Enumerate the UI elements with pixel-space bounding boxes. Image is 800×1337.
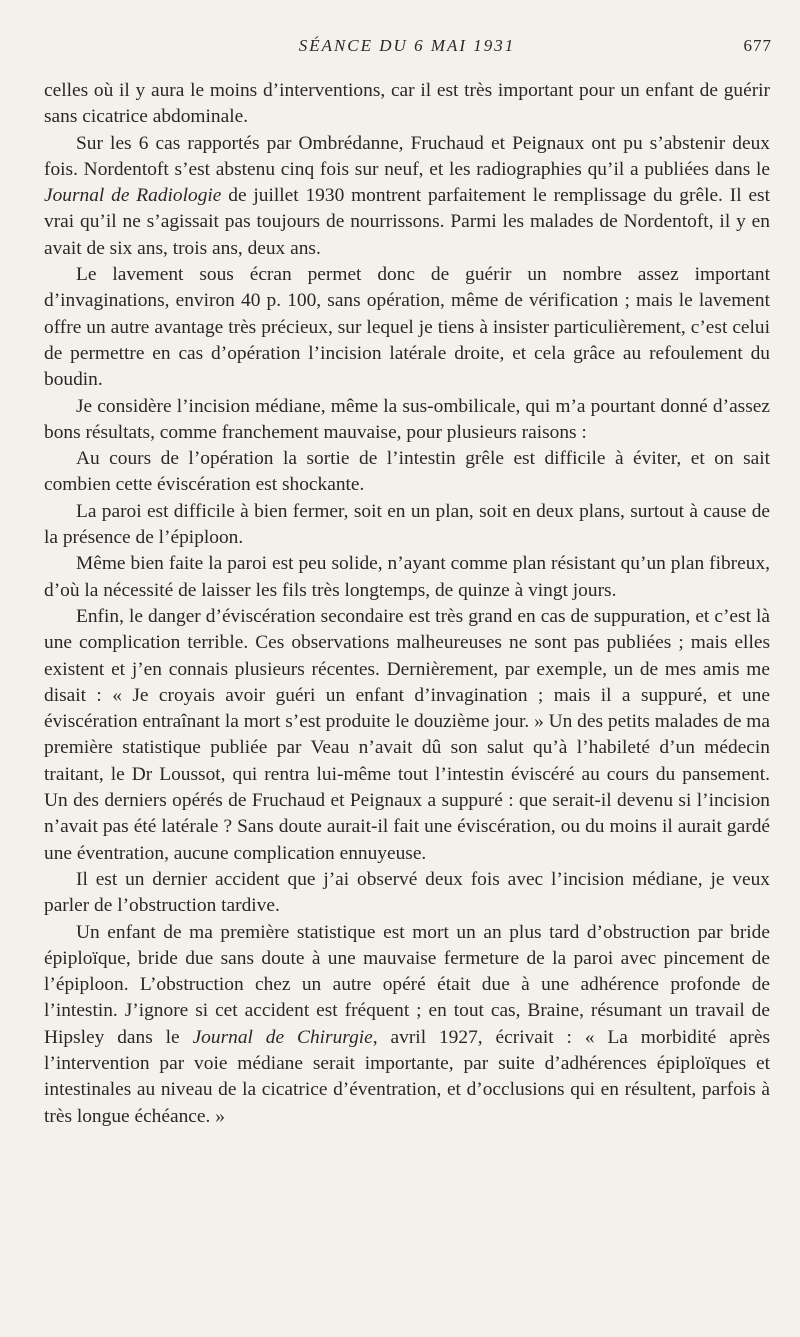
paragraph-10-text-before: Un enfant de ma première statistique est mort un an plus tard d’obstruction par bride épiploïque, bride due sans doute à une mauvaise fermeture de la paroi avec pincement de l’épiploon. L’obstruction chez un autre opéré était due à une adhérence profonde de l’intestin. J’ignore si cet accident est fréquent ; en tout cas, Braine, résumant un travail de Hipsley dans le (44, 921, 770, 1048)
document-page (44, 30, 770, 1130)
paragraph-3: Le lavement sous écran permet donc de guérir un nombre assez important d’invaginations, environ 40 p. 100, sans opération, même de vérification ; mais le lavement offre un autre avantage très précieux, sur lequel je tiens à insister particulièrement, c’est celui de permettre en cas d’opération l’incision latérale droite, et cela grâce au refoulement du boudin. (44, 264, 770, 391)
page-number: 677 (743, 36, 772, 55)
paragraph-4: Je considère l’incision médiane, même la sus-ombilicale, qui m’a pourtant donné d’assez bons résultats, comme franchement mauvaise, pour plusieurs raisons : (44, 395, 770, 443)
journal-title-2: Journal de Chirurgie (192, 1026, 373, 1048)
journal-title: Journal de Radiologie (44, 185, 222, 207)
paragraph-2-text-before: Sur les 6 cas rapportés par Ombrédanne, Fruchaud et Peignaux ont pu s’abstenir deux fois. Nordentoft s’est abstenu cinq fois sur neuf, et les radiographies qu’il a publiées dans le (44, 132, 770, 180)
paragraph-10 (44, 920, 770, 1130)
paragraph-7: Même bien faite la paroi est peu solide, n’ayant comme plan résistant qu’un plan fibreux, d’où la nécessité de laisser les fils très longtemps, de quinze à vingt jours. (44, 553, 770, 601)
paragraph-8: Enfin, le danger d’éviscération secondaire est très grand en cas de suppuration, et c’est là une complication terrible. Ces observations malheureuses ne sont pas publiées ; mais elles existent et j’en connais plusieurs récentes. Dernièrement, par exemple, un de mes amis me disait : « Je croyais avoir guéri un enfant d’invagination ; mais il a suppuré, et une éviscération entraînant la mort s’est produite le douzième jour. » Un des petits malades de ma première statistique publiée par Veau n’avait dû son salut qu’à l’habileté d’un médecin traitant, le Dr Loussot, qui rentra lui-même tout l’intestin éviscéré au cours du pansement. Un des derniers opérés de Fruchaud et Peignaux a suppuré : que serait-il devenu si l’incision n’avait pas été latérale ? Sans doute aurait-il fait une éviscération, ou du moins il aurait gardé une éventration, aucune complication ennuyeuse. (44, 605, 770, 864)
paragraph-2-text-after: de juillet 1930 montrent parfaitement le remplissage du grêle. Il est vrai qu’il ne s’agissait pas toujours de nourrissons. Parmi les malades de Nordentoft, il y en avait de six ans, trois ans, deux ans. (44, 185, 770, 259)
paragraph-6: La paroi est difficile à bien fermer, soit en un plan, soit en deux plans, surtout à cause de la présence de l’épiploon. (44, 500, 770, 549)
paragraph-1: celles où il y aura le moins d’interventions, car il est très important pour un enfant de guérir sans cicatrice abdominale. (44, 80, 770, 128)
page-header (44, 30, 770, 64)
paragraph-5: Au cours de l’opération la sortie de l’intestin grêle est difficile à éviter, et on sait combien cette éviscération est shockante. (44, 448, 770, 496)
running-title: SÉANCE DU 6 MAI 1931 (298, 36, 516, 55)
paragraph-9: Il est un dernier accident que j’ai observé deux fois avec l’incision médiane, je veux parler de l’obstruction tardive. (44, 868, 770, 917)
paragraph-2 (44, 131, 770, 262)
paragraph-10-text-after: , avril 1927, écrivait : « La morbidité après l’intervention par voie médiane serait importante, par suite d’adhérences épiploïques et intestinales au niveau de la cicatrice d’éventration, et d’occlusions qui en résultent, parfois à très longue échéance. » (44, 1026, 771, 1127)
body-text (44, 78, 770, 1130)
